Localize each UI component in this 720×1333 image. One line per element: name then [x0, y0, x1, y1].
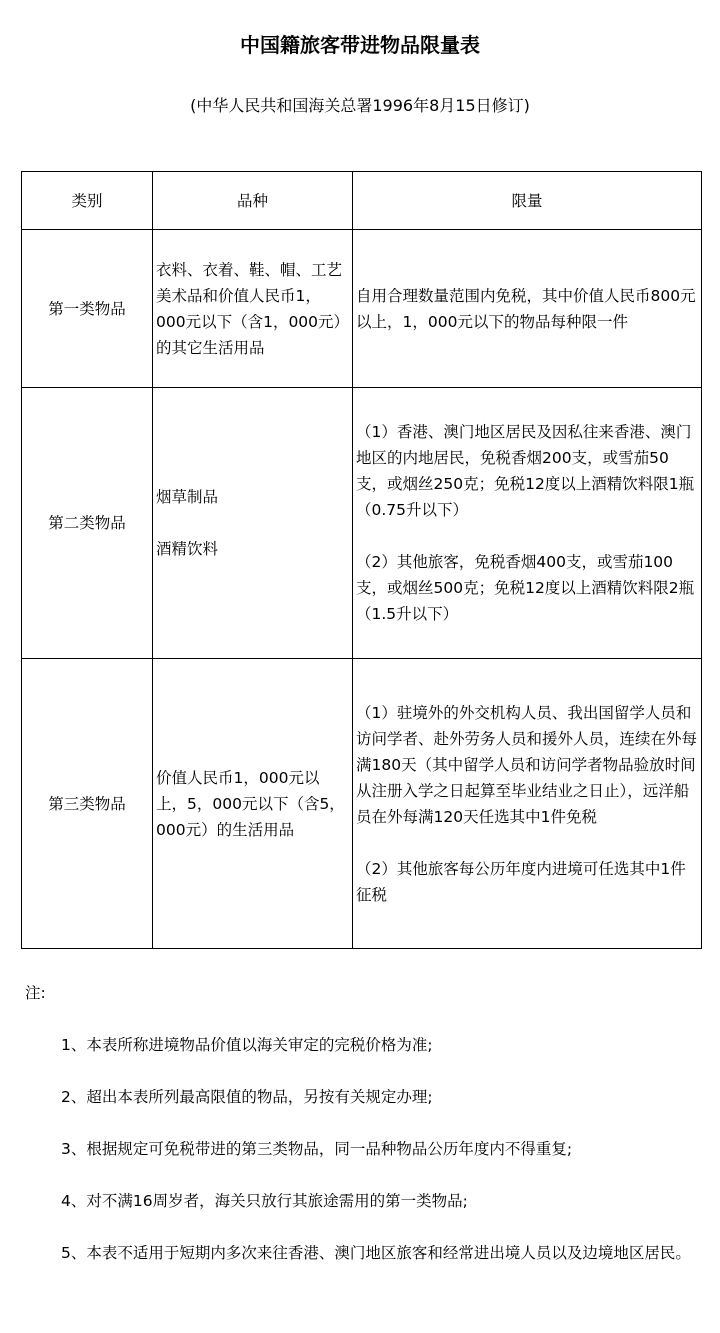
limit-cell	[353, 230, 702, 388]
header-category: 类别	[22, 172, 153, 230]
page-subtitle: (中华人民共和国海关总署1996年8月15日修订)	[190, 96, 530, 115]
variety-cell	[153, 230, 353, 388]
limit-text: （1）驻境外的外交机构人员、我出国留学人员和访问学者、赴外劳务人员和援外人员，连续在外每满180天（其中留学人员和访问学者物品验放时间从注册入学之日起算至毕业结业之日止），远洋船员在外每满120天任选其中1件免税	[356, 703, 698, 826]
limit-text: （1）香港、澳门地区居民及因私往来香港、澳门地区的内地居民，免税香烟200支，或雪茄50支，或烟丝250克；免税12度以上酒精饮料限1瓶（0.75升以下）	[356, 423, 695, 519]
table-row	[22, 388, 702, 659]
page-title: 中国籍旅客带进物品限量表	[240, 33, 480, 57]
table-row	[22, 659, 702, 949]
variety-cell	[153, 659, 353, 949]
table-row	[22, 230, 702, 388]
notes-section	[25, 980, 697, 1292]
variety-text: 衣料、衣着、鞋、帽、工艺美术品和价值人民币1，000元以下（含1，000元）的其它生活用品	[156, 260, 343, 357]
variety-text: 烟草制品	[156, 488, 219, 506]
limit-text: 自用合理数量范围内免税，其中价值人民币800元以上，1，000元以下的物品每种限一件	[356, 286, 696, 331]
limits-table	[21, 171, 702, 949]
note-item: 1、本表所称进境物品价值以海关审定的完税价格为准;	[61, 1036, 433, 1054]
table-header-row	[22, 172, 702, 230]
limit-text: （2）其他旅客，免税香烟400支，或雪茄100支，或烟丝500克；免税12度以上酒精饮料限2瓶（1.5升以下）	[356, 553, 695, 623]
header-variety: 品种	[153, 172, 353, 230]
note-item: 5、本表不适用于短期内多次来往香港、澳门地区旅客和经常进出境人员以及边境地区居民。	[61, 1244, 691, 1262]
variety-cell	[153, 388, 353, 659]
header-limit: 限量	[353, 172, 702, 230]
limit-text: （2）其他旅客每公历年度内进境可任选其中1件征税	[356, 859, 686, 904]
category-cell: 第三类物品	[22, 659, 153, 949]
category-cell: 第二类物品	[22, 388, 153, 659]
note-item: 2、超出本表所列最高限值的物品，另按有关规定办理;	[61, 1088, 433, 1106]
note-item: 4、对不满16周岁者，海关只放行其旅途需用的第一类物品;	[61, 1192, 468, 1210]
variety-text: 价值人民币1，000元以上，5，000元以下（含5，000元）的生活用品	[156, 768, 345, 839]
variety-text: 酒精饮料	[156, 540, 219, 558]
note-item: 3、根据规定可免税带进的第三类物品，同一品种物品公历年度内不得重复;	[61, 1140, 573, 1158]
notes-heading: 注:	[25, 984, 46, 1002]
category-cell: 第一类物品	[22, 230, 153, 388]
limit-cell	[353, 659, 702, 949]
limit-cell	[353, 388, 702, 659]
